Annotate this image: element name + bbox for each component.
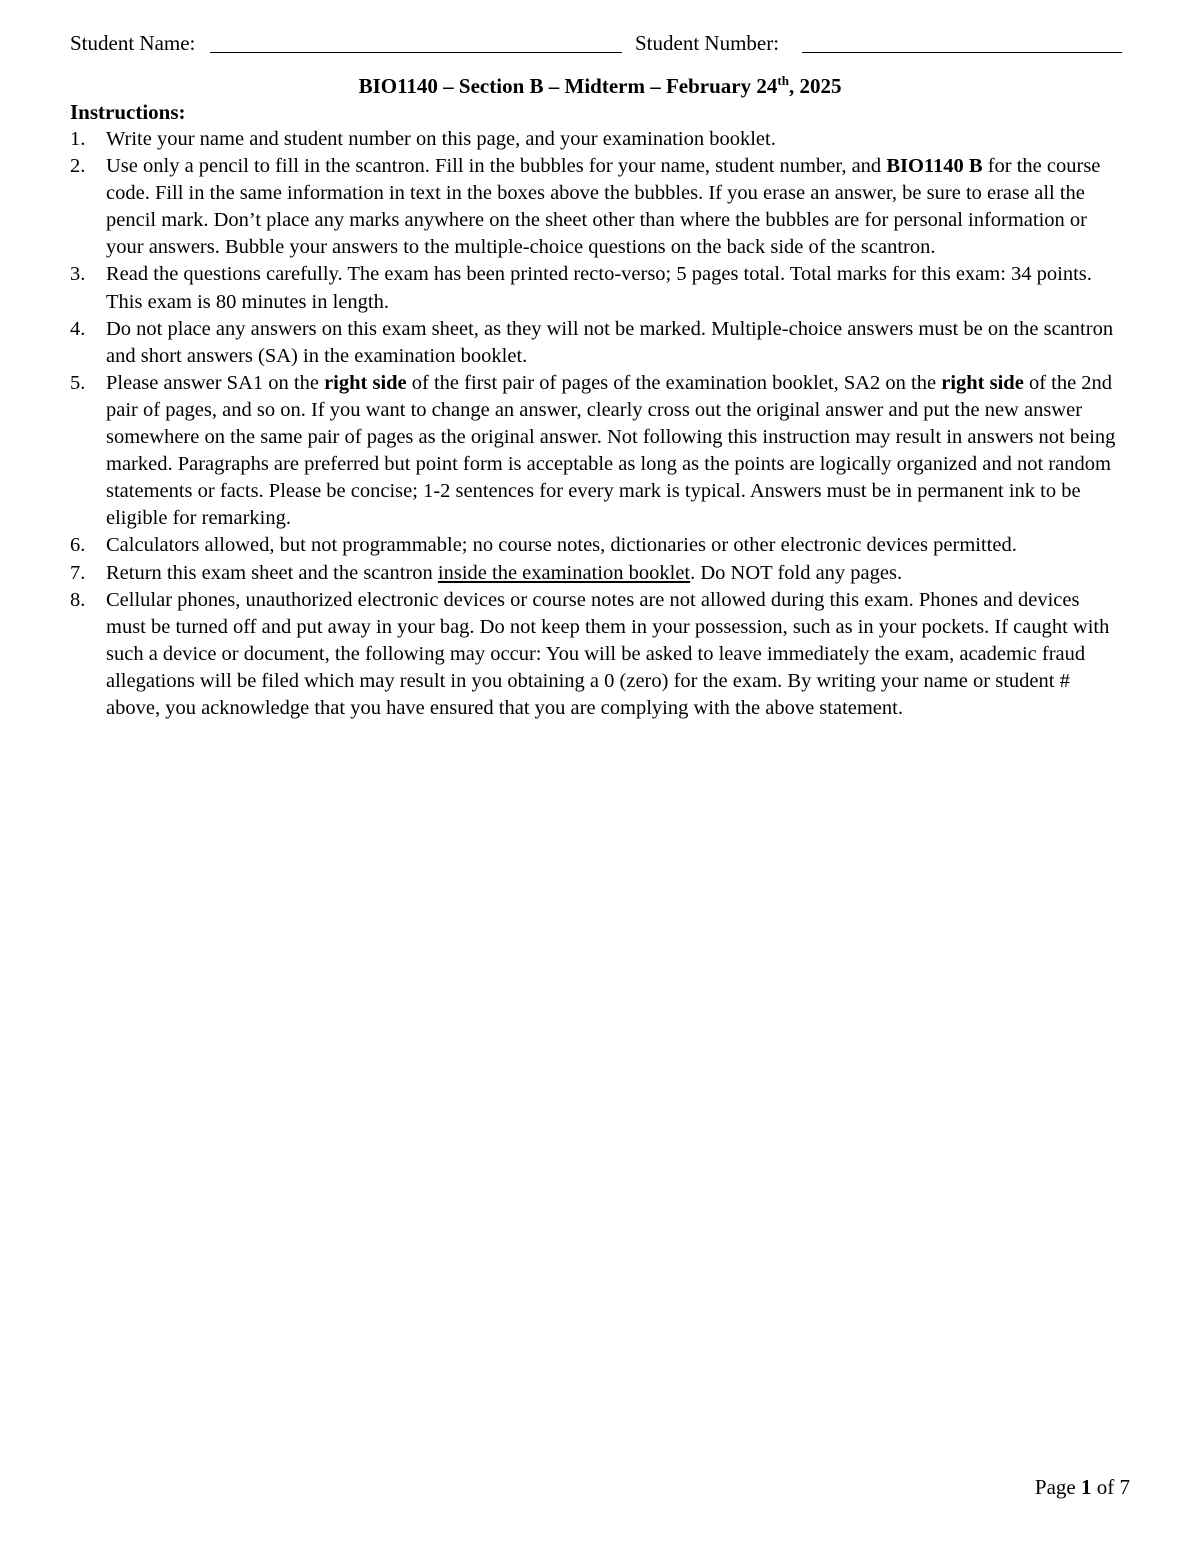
instruction-number: 5. — [70, 371, 86, 394]
instruction-text-segment: Use only a pencil to fill in the scantron. Fill in the bubbles for your name, student number, and — [106, 155, 887, 178]
instruction-text-segment: Calculators allowed, but not programmable; no course notes, dictionaries or other electronic devices permitted. — [106, 534, 1017, 557]
instruction-number: 2. — [70, 155, 86, 178]
instruction-bold-text: BIO1140 B — [886, 155, 983, 178]
instruction-number: 4. — [70, 317, 86, 340]
instruction-text — [106, 532, 1122, 559]
instruction-text-segment: of the first pair of pages of the examination booklet, SA2 on the — [406, 371, 942, 394]
of-label: of — [1096, 1475, 1115, 1499]
page-footer — [1035, 1473, 1130, 1501]
instructions-heading: Instructions: — [70, 100, 186, 124]
instruction-item — [70, 587, 1122, 722]
instruction-item — [70, 126, 1122, 153]
student-name-label: Student Name: — [70, 31, 196, 55]
instruction-number: 8. — [70, 588, 86, 611]
instruction-text-segment: Read the questions carefully. The exam has been printed recto-verso; 5 pages total. Total marks for this exam: 34 points. This exam is 80 minutes in length. — [106, 263, 1092, 313]
instruction-text-segment: Write your name and student number on this page, and your examination booklet. — [106, 128, 776, 150]
instruction-bold-text: right side — [324, 371, 407, 394]
instruction-text-segment: Do not place any answers on this exam sheet, as they will not be marked. Multiple-choice answers must be on the scantron and short answers (SA) in the examination booklet. — [106, 317, 1114, 367]
student-number-label: Student Number: — [635, 31, 780, 55]
current-page-number: 1 — [1081, 1475, 1092, 1499]
exam-title — [0, 71, 1200, 101]
exam-title-main: BIO1140 – Section B – Midterm – February 24 — [358, 74, 778, 98]
instruction-text — [106, 126, 1122, 153]
instruction-number: 1. — [70, 128, 86, 150]
instruction-bold-text: right side — [941, 371, 1024, 394]
instruction-number: 3. — [70, 263, 86, 286]
exam-title-superscript: th — [777, 73, 789, 88]
instruction-number: 6. — [70, 534, 86, 557]
total-pages: 7 — [1119, 1475, 1130, 1499]
instruction-text — [106, 153, 1122, 261]
page-label: Page — [1034, 1475, 1076, 1499]
instruction-text-segment: for the course code. Fill in the same information in text in the boxes above the bubbles. If you erase an answer, be sure to erase all the pencil mark. Don’t place any marks anywhere on the sheet other than where the bubbles are for personal information or your answers. Bubble your answers to the multiple-choice questions on the back side of the scantron. — [106, 155, 1101, 259]
instruction-text — [106, 261, 1122, 315]
instruction-text-segment: . Do NOT fold any pages. — [690, 561, 903, 584]
instruction-text — [106, 587, 1122, 722]
instruction-text-segment: Please answer SA1 on the — [106, 371, 325, 394]
instruction-item — [70, 261, 1122, 315]
instruction-item — [70, 316, 1122, 370]
exam-title-year: , 2025 — [788, 74, 842, 98]
instructions-list — [70, 126, 1122, 722]
instruction-text — [106, 560, 1122, 587]
instruction-text — [106, 370, 1122, 533]
instruction-text-segment: of the 2nd pair of pages, and so on. If you want to change an answer, clearly cross out the original answer and put the new answer somewhere on the same pair of pages as the original answer. Not following this instruction may result in answers not being marked. Paragraphs are preferred but point form is acceptable as long as the points are logically organized and not random statements or facts. Please be concise; 1-2 sentences for every mark is typical. Answers must be in permanent ink to be eligible for remarking. — [106, 371, 1116, 530]
instruction-text-segment: Cellular phones, unauthorized electronic devices or course notes are not allowed during this exam. Phones and devices must be turned off and put away in your bag. Do not keep them in your possession, such as in your pockets. If caught with such a device or document, the following may occur: You will be asked to leave immediately the exam, academic fraud allegations will be filed which may result in you obtaining a 0 (zero) for the exam. By writing your name or student # above, you acknowledge that you have ensured that you are complying with the above statement. — [106, 588, 1110, 719]
instruction-text-segment: Return this exam sheet and the scantron — [106, 561, 438, 584]
instruction-text — [106, 316, 1122, 370]
instruction-number: 7. — [70, 561, 86, 584]
instruction-item — [70, 532, 1122, 559]
instruction-underlined-text: inside the examination booklet — [437, 561, 691, 584]
instruction-item — [70, 153, 1122, 261]
student-number-line — [802, 52, 1122, 53]
instruction-item — [70, 370, 1122, 533]
instruction-item — [70, 560, 1122, 587]
student-name-line — [210, 52, 622, 53]
